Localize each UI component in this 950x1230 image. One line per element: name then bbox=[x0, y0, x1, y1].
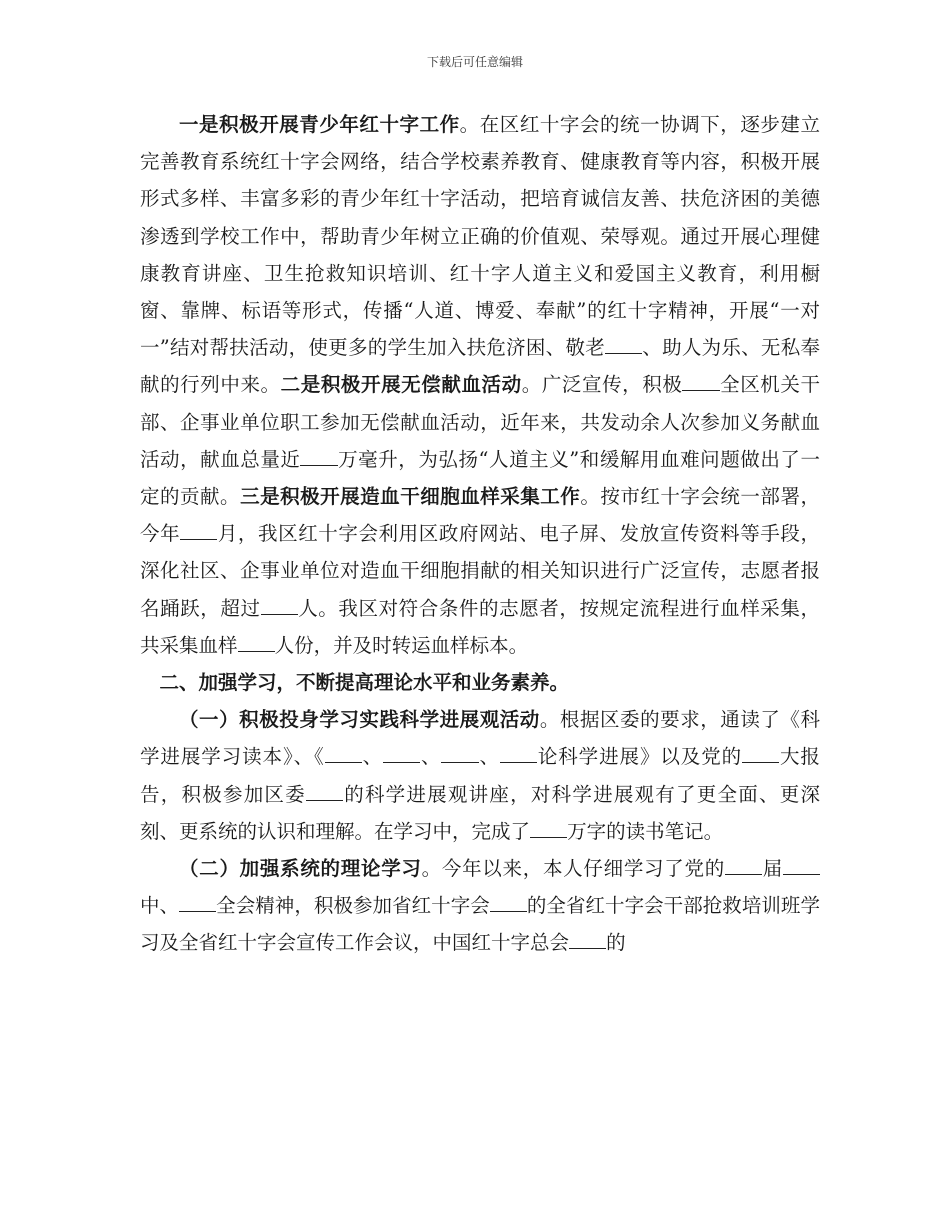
blank-field bbox=[530, 818, 567, 838]
heading-youth-red-cross: 一是积极开展青少年红十字工作 bbox=[179, 113, 460, 136]
separator: 、 bbox=[420, 745, 442, 769]
text-run: 。按市红十字会统一部署，今年 bbox=[140, 485, 820, 546]
text-run: 万字的读书笔记。 bbox=[567, 819, 724, 843]
text-run: 的 bbox=[606, 931, 626, 955]
heading-stem-cell: 三是积极开展造血干细胞血样采集工作 bbox=[240, 485, 581, 509]
blank-field bbox=[682, 372, 719, 392]
separator: 、 bbox=[478, 745, 500, 769]
blank-field bbox=[179, 893, 216, 913]
blank-field bbox=[725, 856, 762, 876]
text-run: 届 bbox=[761, 857, 783, 881]
text-run: 全区机关干部、企事业单位职工参加无偿献血活动，近年来，共发动余人次参加义务献血活动，献血总量近 bbox=[140, 373, 820, 471]
blank-field bbox=[500, 744, 537, 764]
text-run: 全会精神，积极参加省红十字会 bbox=[216, 894, 490, 918]
blank-field bbox=[441, 744, 478, 764]
blank-field bbox=[325, 744, 362, 764]
text-run: 人份，并及时转运血样标本。 bbox=[274, 633, 529, 657]
blank-field bbox=[605, 335, 642, 355]
text-run: 大报告，积极参加区委 bbox=[140, 745, 820, 806]
text-run: 月，我区红十字会利用区政府网站、电子屏、发放宣传资料等手段，深化社区、企事业单位对造血干细胞捐献的相关知识进行广泛宣传，志愿者报名踊跃，超过 bbox=[140, 522, 820, 620]
document-body bbox=[140, 106, 820, 962]
heading-blood-donation: 二是积极开展无偿献血活动 bbox=[280, 373, 522, 397]
blank-field bbox=[569, 930, 606, 950]
text-run: 的全省红十字会干部抢救培训班学习及全省红十字会宣传工作会议，中国红十字总会 bbox=[140, 894, 820, 955]
section-heading-text: 二、加强学习，不断提高理论水平和业务素养。 bbox=[159, 671, 570, 695]
section-heading-study bbox=[140, 664, 820, 701]
text-run: 论科学进展》以及党的 bbox=[536, 745, 743, 769]
page-header: 下载后可任意编辑 bbox=[426, 55, 523, 69]
text-run: 、助人为乐、无私奉献的行列中来。 bbox=[140, 336, 820, 397]
heading-theory-study: （二）加强系统的理论学习 bbox=[179, 857, 422, 881]
blank-field bbox=[300, 446, 337, 466]
blank-field bbox=[383, 744, 420, 764]
blank-field bbox=[783, 856, 820, 876]
text-run: 。今年以来，本人仔细学习了党的 bbox=[421, 857, 725, 881]
heading-scientific-development: （一）积极投身学习实践科学进展观活动 bbox=[179, 708, 540, 732]
separator: 、 bbox=[361, 745, 384, 769]
blank-field bbox=[238, 632, 275, 652]
text-run: 。在区红十字会的统一协调下，逐步建立完善教育系统红十字会网络，结合学校素养教育、健康教育等内容，积极开展形式多样、丰富多彩的青少年红十字活动，把培育诚信友善、扶危济困的美德渗透到学校工作中，帮助青少年树立正确的价值观、荣辱观。通过开展心理健康教育讲座、卫生抢救知识培训、红十字人道主义和爱国主义教育，利用橱窗、靠牌、标语等形式，传播“人道、博爱、奉献”的红十字精神，开展“一对一”结对帮扶活动，使更多的学生加入扶危济困、敬老 bbox=[140, 113, 820, 360]
text-run: 。根据区委的要求，通读了《科学进展学习读本》、《 bbox=[140, 708, 820, 769]
text-run: 人。我区对符合条件的志愿者，按规定流程进行血样采集，共采集血样 bbox=[140, 596, 820, 657]
paragraph-scientific-development bbox=[140, 701, 820, 850]
blank-field bbox=[261, 595, 298, 615]
blank-field bbox=[306, 781, 343, 801]
blank-field bbox=[180, 521, 217, 541]
paragraph-theory-study bbox=[140, 850, 820, 962]
text-run: 的科学进展观讲座，对科学进展观有了更全面、更深刻、更系统的认识和理解。在学习中，完成了 bbox=[140, 782, 820, 843]
text-run: 。广泛宣传，积极 bbox=[521, 373, 683, 397]
text-run: 中、 bbox=[140, 894, 180, 918]
text-run: 万毫升，为弘扬“人道主义”和缓解用血难问题做出了一定的贡献。 bbox=[140, 447, 820, 509]
blank-field bbox=[490, 893, 527, 913]
blank-field bbox=[742, 744, 779, 764]
paragraph-youth-red-cross bbox=[140, 106, 820, 664]
